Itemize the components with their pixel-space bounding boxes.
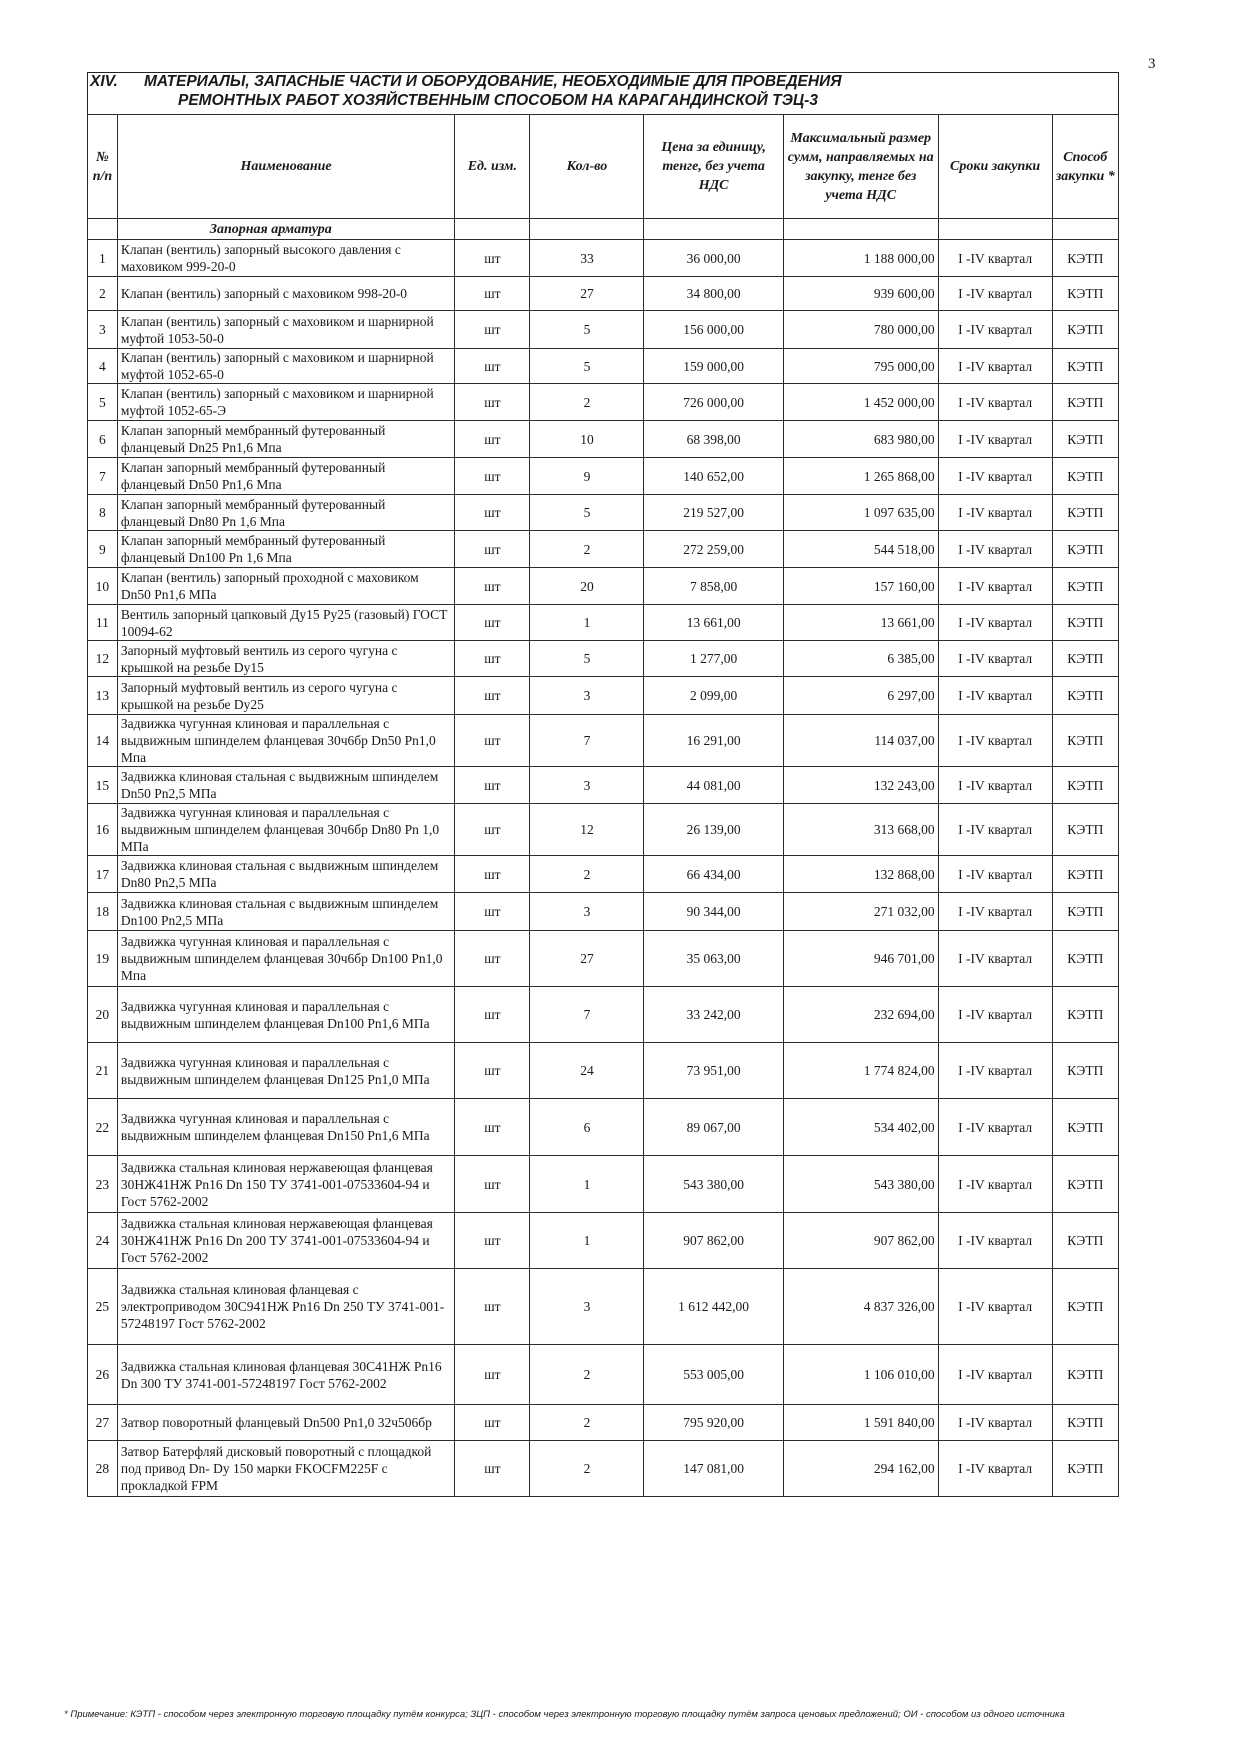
row-number: 2 <box>88 277 118 311</box>
item-method: КЭТП <box>1052 277 1118 311</box>
table-row <box>88 495 1119 531</box>
item-name: Задвижка чугунная клиновая и параллельная с выдвижным шпинделем фланцевая 30ч6бр Dn80 Pn 1,0 МПа <box>117 804 454 856</box>
item-unit: шт <box>455 856 530 893</box>
item-quantity: 7 <box>530 987 644 1043</box>
item-unit-price: 13 661,00 <box>644 605 783 641</box>
item-unit-price: 7 858,00 <box>644 568 783 605</box>
table-row <box>88 677 1119 715</box>
item-quantity: 1 <box>530 1213 644 1269</box>
item-term: I -IV квартал <box>938 277 1052 311</box>
item-name: Клапан (вентиль) запорный с маховиком 998-20-0 <box>117 277 454 311</box>
item-method: КЭТП <box>1052 384 1118 421</box>
item-quantity: 3 <box>530 767 644 804</box>
item-term: I -IV квартал <box>938 641 1052 677</box>
item-unit-price: 219 527,00 <box>644 495 783 531</box>
item-max-sum: 795 000,00 <box>783 349 938 384</box>
row-number: 10 <box>88 568 118 605</box>
item-name: Задвижка чугунная клиновая и параллельная с выдвижным шпинделем фланцевая Dn150 Pn1,6 МПа <box>117 1099 454 1156</box>
item-term: I -IV квартал <box>938 1441 1052 1497</box>
item-max-sum: 132 868,00 <box>783 856 938 893</box>
item-unit: шт <box>455 987 530 1043</box>
item-max-sum: 683 980,00 <box>783 421 938 458</box>
table-row <box>88 1156 1119 1213</box>
item-quantity: 20 <box>530 568 644 605</box>
item-method: КЭТП <box>1052 804 1118 856</box>
col-header-term: Сроки закупки <box>938 115 1052 219</box>
item-unit: шт <box>455 277 530 311</box>
item-unit: шт <box>455 458 530 495</box>
item-method: КЭТП <box>1052 641 1118 677</box>
item-unit: шт <box>455 311 530 349</box>
row-number: 16 <box>88 804 118 856</box>
item-quantity: 3 <box>530 893 644 931</box>
item-unit-price: 66 434,00 <box>644 856 783 893</box>
item-max-sum: 313 668,00 <box>783 804 938 856</box>
item-term: I -IV квартал <box>938 240 1052 277</box>
item-quantity: 9 <box>530 458 644 495</box>
table-row <box>88 384 1119 421</box>
item-unit-price: 33 242,00 <box>644 987 783 1043</box>
item-term: I -IV квартал <box>938 1156 1052 1213</box>
item-quantity: 2 <box>530 856 644 893</box>
item-unit: шт <box>455 1405 530 1441</box>
item-unit: шт <box>455 931 530 987</box>
col-header-no: № п/п <box>88 115 118 219</box>
item-name: Задвижка стальная клиновая фланцевая с электроприводом 30С941НЖ Pn16 Dn 250 ТУ 3741-001-57248197 Гост 5762-2002 <box>117 1269 454 1345</box>
item-name: Вентиль запорный цапковый Ду15 Ру25 (газовый) ГОСТ 10094-62 <box>117 605 454 641</box>
item-unit: шт <box>455 641 530 677</box>
item-unit: шт <box>455 1156 530 1213</box>
item-method: КЭТП <box>1052 1099 1118 1156</box>
item-term: I -IV квартал <box>938 1043 1052 1099</box>
item-method: КЭТП <box>1052 987 1118 1043</box>
item-term: I -IV квартал <box>938 1099 1052 1156</box>
col-header-name: Наименование <box>117 115 454 219</box>
item-name: Клапан (вентиль) запорный высокого давления с маховиком 999-20-0 <box>117 240 454 277</box>
item-max-sum: 1 106 010,00 <box>783 1345 938 1405</box>
item-method: КЭТП <box>1052 495 1118 531</box>
row-number: 26 <box>88 1345 118 1405</box>
item-unit: шт <box>455 1345 530 1405</box>
item-name: Клапан (вентиль) запорный проходной с маховиком Dn50 Pn1,6 МПа <box>117 568 454 605</box>
row-number: 4 <box>88 349 118 384</box>
item-max-sum: 1 097 635,00 <box>783 495 938 531</box>
item-term: I -IV квартал <box>938 987 1052 1043</box>
item-method: КЭТП <box>1052 1156 1118 1213</box>
item-quantity: 5 <box>530 495 644 531</box>
item-unit-price: 795 920,00 <box>644 1405 783 1441</box>
table-row <box>88 458 1119 495</box>
item-name: Клапан запорный мембранный футерованный фланцевый Dn80 Pn 1,6 Мпа <box>117 495 454 531</box>
table-row <box>88 641 1119 677</box>
item-term: I -IV квартал <box>938 856 1052 893</box>
item-term: I -IV квартал <box>938 931 1052 987</box>
row-number: 5 <box>88 384 118 421</box>
item-unit-price: 35 063,00 <box>644 931 783 987</box>
item-unit-price: 26 139,00 <box>644 804 783 856</box>
table-row <box>88 1441 1119 1497</box>
item-name: Клапан (вентиль) запорный с маховиком и шарнирной муфтой 1053-50-0 <box>117 311 454 349</box>
row-number: 17 <box>88 856 118 893</box>
item-name: Задвижка чугунная клиновая и параллельная с выдвижным шпинделем фланцевая 30ч6бр Dn100 Pn1,0 Мпа <box>117 931 454 987</box>
item-term: I -IV квартал <box>938 568 1052 605</box>
item-max-sum: 939 600,00 <box>783 277 938 311</box>
item-method: КЭТП <box>1052 677 1118 715</box>
item-unit: шт <box>455 1099 530 1156</box>
item-term: I -IV квартал <box>938 495 1052 531</box>
item-max-sum: 1 452 000,00 <box>783 384 938 421</box>
item-method: КЭТП <box>1052 458 1118 495</box>
item-quantity: 2 <box>530 531 644 568</box>
table-row <box>88 893 1119 931</box>
table-row <box>88 277 1119 311</box>
item-unit-price: 34 800,00 <box>644 277 783 311</box>
item-method: КЭТП <box>1052 421 1118 458</box>
item-unit-price: 543 380,00 <box>644 1156 783 1213</box>
item-max-sum: 6 385,00 <box>783 641 938 677</box>
item-quantity: 6 <box>530 1099 644 1156</box>
row-number: 14 <box>88 715 118 767</box>
item-unit: шт <box>455 1043 530 1099</box>
item-quantity: 2 <box>530 1345 644 1405</box>
item-max-sum: 4 837 326,00 <box>783 1269 938 1345</box>
table-row <box>88 856 1119 893</box>
item-max-sum: 13 661,00 <box>783 605 938 641</box>
item-max-sum: 114 037,00 <box>783 715 938 767</box>
table-row <box>88 931 1119 987</box>
item-quantity: 24 <box>530 1043 644 1099</box>
row-number: 6 <box>88 421 118 458</box>
col-header-price: Цена за единицу, тенге, без учета НДС <box>644 115 783 219</box>
item-method: КЭТП <box>1052 893 1118 931</box>
row-number: 28 <box>88 1441 118 1497</box>
item-method: КЭТП <box>1052 931 1118 987</box>
col-header-unit: Ед. изм. <box>455 115 530 219</box>
item-method: КЭТП <box>1052 311 1118 349</box>
row-number: 8 <box>88 495 118 531</box>
item-unit-price: 156 000,00 <box>644 311 783 349</box>
item-unit: шт <box>455 240 530 277</box>
item-unit-price: 36 000,00 <box>644 240 783 277</box>
item-max-sum: 6 297,00 <box>783 677 938 715</box>
section-title-line-1: МАТЕРИАЛЫ, ЗАПАСНЫЕ ЧАСТИ И ОБОРУДОВАНИЕ, НЕОБХОДИМЫЕ ДЛЯ ПРОВЕДЕНИЯ <box>144 73 842 90</box>
item-quantity: 2 <box>530 1405 644 1441</box>
item-method: КЭТП <box>1052 715 1118 767</box>
item-term: I -IV квартал <box>938 1213 1052 1269</box>
item-unit-price: 553 005,00 <box>644 1345 783 1405</box>
item-quantity: 3 <box>530 1269 644 1345</box>
item-quantity: 27 <box>530 277 644 311</box>
item-unit-price: 89 067,00 <box>644 1099 783 1156</box>
item-term: I -IV квартал <box>938 767 1052 804</box>
item-unit-price: 16 291,00 <box>644 715 783 767</box>
item-unit: шт <box>455 384 530 421</box>
col-header-method: Способ закупки * <box>1052 115 1118 219</box>
item-name: Задвижка чугунная клиновая и параллельная с выдвижным шпинделем фланцевая 30ч6бр Dn50 Pn1,0 Мпа <box>117 715 454 767</box>
row-number: 1 <box>88 240 118 277</box>
item-name: Задвижка чугунная клиновая и параллельная с выдвижным шпинделем фланцевая Dn125 Pn1,0 МПа <box>117 1043 454 1099</box>
item-max-sum: 1 774 824,00 <box>783 1043 938 1099</box>
item-term: I -IV квартал <box>938 421 1052 458</box>
item-unit-price: 2 099,00 <box>644 677 783 715</box>
section-title-line-2: РЕМОНТНЫХ РАБОТ ХОЗЯЙСТВЕННЫМ СПОСОБОМ НА КАРАГАНДИНСКОЙ ТЭЦ-3 <box>178 92 818 109</box>
item-name: Клапан запорный мембранный футерованный фланцевый Dn25 Pn1,6 Мпа <box>117 421 454 458</box>
row-number: 18 <box>88 893 118 931</box>
item-max-sum: 907 862,00 <box>783 1213 938 1269</box>
row-number: 25 <box>88 1269 118 1345</box>
item-unit: шт <box>455 1269 530 1345</box>
item-unit-price: 90 344,00 <box>644 893 783 931</box>
item-name: Задвижка чугунная клиновая и параллельная с выдвижным шпинделем фланцевая Dn100 Pn1,6 МПа <box>117 987 454 1043</box>
item-unit: шт <box>455 421 530 458</box>
item-name: Клапан запорный мембранный футерованный фланцевый Dn100 Pn 1,6 Мпа <box>117 531 454 568</box>
row-number: 15 <box>88 767 118 804</box>
item-quantity: 2 <box>530 1441 644 1497</box>
item-unit: шт <box>455 1213 530 1269</box>
item-max-sum: 1 265 868,00 <box>783 458 938 495</box>
item-unit-price: 907 862,00 <box>644 1213 783 1269</box>
item-max-sum: 543 380,00 <box>783 1156 938 1213</box>
item-name: Задвижка клиновая стальная с выдвижным шпинделем Dn80 Pn2,5 МПа <box>117 856 454 893</box>
item-unit-price: 44 081,00 <box>644 767 783 804</box>
item-term: I -IV квартал <box>938 384 1052 421</box>
item-max-sum: 534 402,00 <box>783 1099 938 1156</box>
table-row <box>88 605 1119 641</box>
item-unit: шт <box>455 767 530 804</box>
item-unit-price: 1 612 442,00 <box>644 1269 783 1345</box>
row-number: 7 <box>88 458 118 495</box>
item-method: КЭТП <box>1052 1269 1118 1345</box>
item-term: I -IV квартал <box>938 715 1052 767</box>
row-number: 24 <box>88 1213 118 1269</box>
item-name: Запорный муфтовый вентиль из серого чугуна с крышкой на резьбе Dy15 <box>117 641 454 677</box>
item-quantity: 12 <box>530 804 644 856</box>
item-max-sum: 271 032,00 <box>783 893 938 931</box>
item-name: Задвижка клиновая стальная с выдвижным шпинделем Dn100 Pn2,5 МПа <box>117 893 454 931</box>
item-unit-price: 68 398,00 <box>644 421 783 458</box>
item-quantity: 1 <box>530 605 644 641</box>
footnote: * Примечание: КЭТП - способом через электронную торговую площадку путём конкурса; ЗЦП - способом через электронную торговую площадку путём запроса ценовых предложений; ОИ - способом из одного источника <box>64 1709 1065 1720</box>
row-number: 21 <box>88 1043 118 1099</box>
item-name: Затвор поворотный фланцевый Dn500 Pn1,0 32ч506бр <box>117 1405 454 1441</box>
row-number: 13 <box>88 677 118 715</box>
item-method: КЭТП <box>1052 1405 1118 1441</box>
section-label: Запорная арматура <box>117 219 454 240</box>
row-number: 22 <box>88 1099 118 1156</box>
item-unit-price: 73 951,00 <box>644 1043 783 1099</box>
materials-table <box>87 114 1119 1497</box>
item-quantity: 7 <box>530 715 644 767</box>
table-header-row <box>88 115 1119 219</box>
item-method: КЭТП <box>1052 1213 1118 1269</box>
table-row <box>88 1099 1119 1156</box>
row-number: 3 <box>88 311 118 349</box>
item-quantity: 5 <box>530 349 644 384</box>
item-term: I -IV квартал <box>938 804 1052 856</box>
item-max-sum: 132 243,00 <box>783 767 938 804</box>
item-unit: шт <box>455 1441 530 1497</box>
item-method: КЭТП <box>1052 531 1118 568</box>
item-name: Затвор Батерфляй дисковый поворотный с площадкой под привод Dn- Dy 150 марки FKOCFM225F с прокладкой FPM <box>117 1441 454 1497</box>
item-unit: шт <box>455 804 530 856</box>
row-number: 11 <box>88 605 118 641</box>
item-method: КЭТП <box>1052 856 1118 893</box>
item-max-sum: 946 701,00 <box>783 931 938 987</box>
item-unit: шт <box>455 495 530 531</box>
item-unit-price: 272 259,00 <box>644 531 783 568</box>
item-term: I -IV квартал <box>938 893 1052 931</box>
item-quantity: 5 <box>530 641 644 677</box>
table-row <box>88 1269 1119 1345</box>
row-number: 27 <box>88 1405 118 1441</box>
col-header-qty: Кол-во <box>530 115 644 219</box>
item-name: Запорный муфтовый вентиль из серого чугуна с крышкой на резьбе Dy25 <box>117 677 454 715</box>
item-max-sum: 780 000,00 <box>783 311 938 349</box>
col-header-max-sum: Максимальный размер сумм, направляемых на закупку, тенге без учета НДС <box>783 115 938 219</box>
row-number: 19 <box>88 931 118 987</box>
item-quantity: 5 <box>530 311 644 349</box>
item-unit-price: 1 277,00 <box>644 641 783 677</box>
item-term: I -IV квартал <box>938 677 1052 715</box>
item-unit: шт <box>455 715 530 767</box>
item-unit-price: 726 000,00 <box>644 384 783 421</box>
item-unit-price: 159 000,00 <box>644 349 783 384</box>
table-row <box>88 531 1119 568</box>
table-row <box>88 1345 1119 1405</box>
item-method: КЭТП <box>1052 349 1118 384</box>
item-unit: шт <box>455 677 530 715</box>
item-name: Клапан запорный мембранный футерованный фланцевый Dn50 Pn1,6 Мпа <box>117 458 454 495</box>
item-name: Клапан (вентиль) запорный с маховиком и шарнирной муфтой 1052-65-0 <box>117 349 454 384</box>
item-name: Клапан (вентиль) запорный с маховиком и шарнирной муфтой 1052-65-Э <box>117 384 454 421</box>
row-number: 23 <box>88 1156 118 1213</box>
table-row <box>88 349 1119 384</box>
row-number: 9 <box>88 531 118 568</box>
item-name: Задвижка стальная клиновая фланцевая 30С41НЖ Pn16 Dn 300 ТУ 3741-001-57248197 Гост 5762-2002 <box>117 1345 454 1405</box>
table-row <box>88 1405 1119 1441</box>
item-quantity: 33 <box>530 240 644 277</box>
table-row <box>88 1043 1119 1099</box>
section-number: XIV. <box>90 73 118 90</box>
page-number: 3 <box>1148 56 1156 72</box>
item-term: I -IV квартал <box>938 531 1052 568</box>
item-quantity: 10 <box>530 421 644 458</box>
item-name: Задвижка стальная клиновая нержавеющая фланцевая 30НЖ41НЖ Pn16 Dn 150 ТУ 3741-001-07533604-94 и Гост 5762-2002 <box>117 1156 454 1213</box>
item-name: Задвижка клиновая стальная с выдвижным шпинделем Dn50 Pn2,5 МПа <box>117 767 454 804</box>
item-unit-price: 147 081,00 <box>644 1441 783 1497</box>
item-term: I -IV квартал <box>938 1405 1052 1441</box>
item-max-sum: 1 188 000,00 <box>783 240 938 277</box>
table-row <box>88 311 1119 349</box>
item-method: КЭТП <box>1052 568 1118 605</box>
item-term: I -IV квартал <box>938 605 1052 641</box>
item-method: КЭТП <box>1052 1441 1118 1497</box>
item-term: I -IV квартал <box>938 458 1052 495</box>
item-term: I -IV квартал <box>938 1269 1052 1345</box>
item-name: Задвижка стальная клиновая нержавеющая фланцевая 30НЖ41НЖ Pn16 Dn 200 ТУ 3741-001-07533604-94 и Гост 5762-2002 <box>117 1213 454 1269</box>
item-method: КЭТП <box>1052 1345 1118 1405</box>
item-method: КЭТП <box>1052 605 1118 641</box>
item-max-sum: 157 160,00 <box>783 568 938 605</box>
item-term: I -IV квартал <box>938 311 1052 349</box>
item-method: КЭТП <box>1052 240 1118 277</box>
table-row <box>88 767 1119 804</box>
item-quantity: 3 <box>530 677 644 715</box>
item-max-sum: 232 694,00 <box>783 987 938 1043</box>
row-number: 12 <box>88 641 118 677</box>
item-unit: шт <box>455 605 530 641</box>
item-method: КЭТП <box>1052 1043 1118 1099</box>
table-row <box>88 568 1119 605</box>
item-max-sum: 544 518,00 <box>783 531 938 568</box>
table-row <box>88 804 1119 856</box>
item-unit: шт <box>455 531 530 568</box>
item-unit-price: 140 652,00 <box>644 458 783 495</box>
item-unit: шт <box>455 349 530 384</box>
table-row <box>88 1213 1119 1269</box>
item-method: КЭТП <box>1052 767 1118 804</box>
table-row <box>88 421 1119 458</box>
table-row <box>88 240 1119 277</box>
item-quantity: 27 <box>530 931 644 987</box>
item-term: I -IV квартал <box>938 1345 1052 1405</box>
item-max-sum: 1 591 840,00 <box>783 1405 938 1441</box>
row-number: 20 <box>88 987 118 1043</box>
table-row <box>88 987 1119 1043</box>
table-row <box>88 715 1119 767</box>
item-term: I -IV квартал <box>938 349 1052 384</box>
item-quantity: 2 <box>530 384 644 421</box>
item-unit: шт <box>455 568 530 605</box>
section-row <box>88 219 1119 240</box>
item-max-sum: 294 162,00 <box>783 1441 938 1497</box>
item-quantity: 1 <box>530 1156 644 1213</box>
item-unit: шт <box>455 893 530 931</box>
